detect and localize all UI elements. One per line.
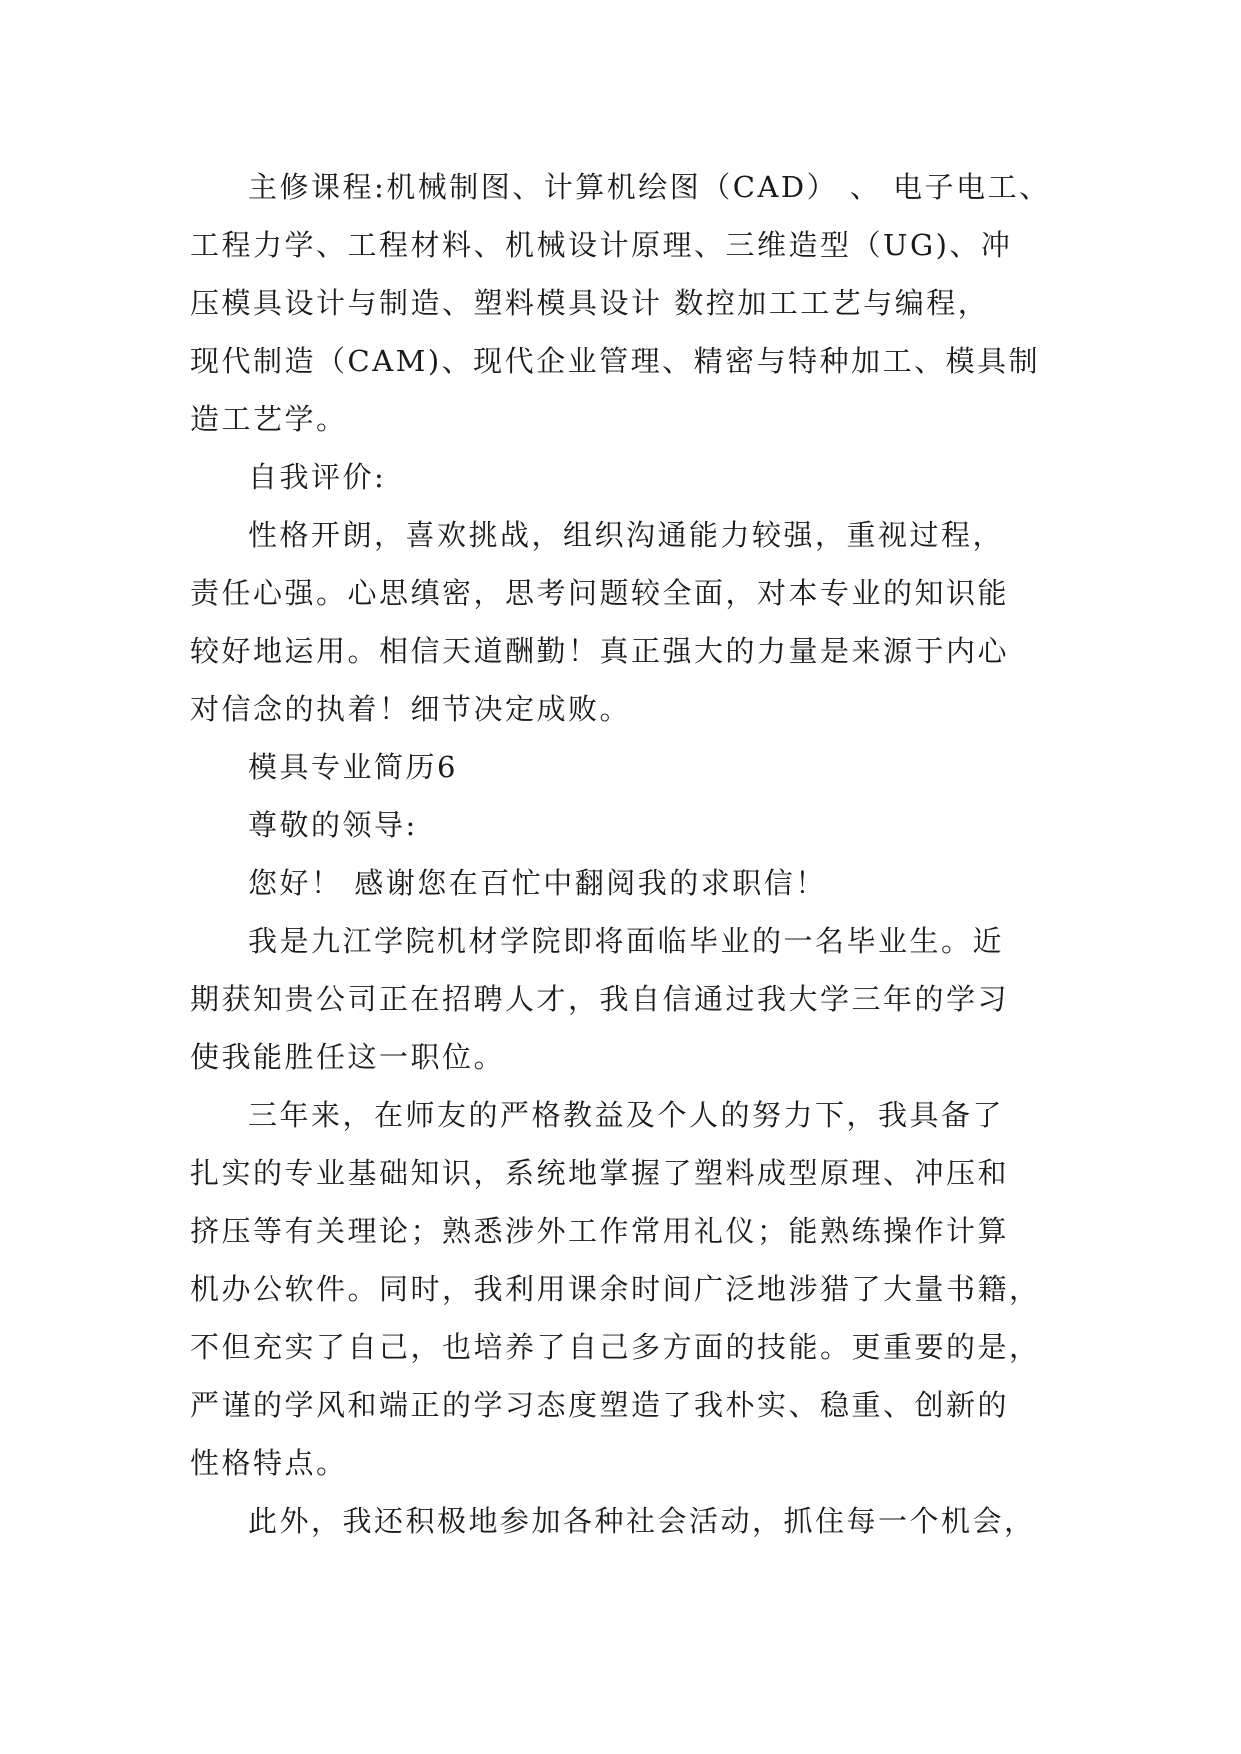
text-line: 主修课程:机械制图、计算机绘图（CAD） 、 电子电工、 [248,170,1051,204]
paragraph-greeting [190,854,1050,912]
text-line: 机办公软件。同时，我利用课余时间广泛地涉猎了大量书籍， [190,1272,1041,1306]
text-line: 性格开朗，喜欢挑战，组织沟通能力较强，重视过程， [248,518,1005,552]
text-line: 责任心强。心思缜密，思考问题较全面，对本专业的知识能 [190,576,1010,610]
text-line: 性格特点。 [190,1446,348,1480]
text-line: 挤压等有关理论；熟悉涉外工作常用礼仪；能熟练操作计算 [190,1214,1010,1248]
text-line: 我是九江学院机材学院即将面临毕业的一名毕业生。近 [248,924,1005,958]
text-line: 较好地运用。相信天道酬勤！真正强大的力量是来源于内心 [190,634,1010,668]
paragraph-self-evaluation-body [190,506,1050,738]
paragraph-main-courses [190,158,1050,448]
text-line: 现代制造（CAM)、现代企业管理、精密与特种加工、模具制 [190,344,1041,378]
paragraph-three-years [190,1086,1050,1492]
paragraph-self-evaluation-heading [190,448,1050,506]
text-line: 严谨的学风和端正的学习态度塑造了我朴实、稳重、创新的 [190,1388,1010,1422]
text-line: 模具专业简历6 [248,750,458,784]
text-line: 三年来，在师友的严格教益及个人的努力下，我具备了 [248,1098,1005,1132]
text-line: 不但充实了自己，也培养了自己多方面的技能。更重要的是， [190,1330,1041,1364]
text-line: 自我评价: [248,460,387,494]
text-line: 期获知贵公司正在招聘人才，我自信通过我大学三年的学习 [190,982,1010,1016]
text-line: 压模具设计与制造、塑料模具设计 数控加工工艺与编程， [190,286,990,320]
paragraph-activities [190,1492,1050,1550]
text-line: 对信念的执着！细节决定成败。 [190,692,632,726]
paragraph-salutation [190,796,1050,854]
text-line: 扎实的专业基础知识，系统地掌握了塑料成型原理、冲压和 [190,1156,1010,1190]
text-line: 您好！ 感谢您在百忙中翻阅我的求职信！ [248,866,827,900]
document-body [190,158,1050,1550]
paragraph-intro [190,912,1050,1086]
text-line: 造工艺学。 [190,402,348,436]
text-line: 此外，我还积极地参加各种社会活动，抓住每一个机会， [248,1504,1036,1538]
text-line: 使我能胜任这一职位。 [190,1040,506,1074]
text-line: 工程力学、工程材料、机械设计原理、三维造型（UG)、冲 [190,228,1013,262]
paragraph-resume-title [190,738,1050,796]
text-line: 尊敬的领导: [248,808,418,842]
